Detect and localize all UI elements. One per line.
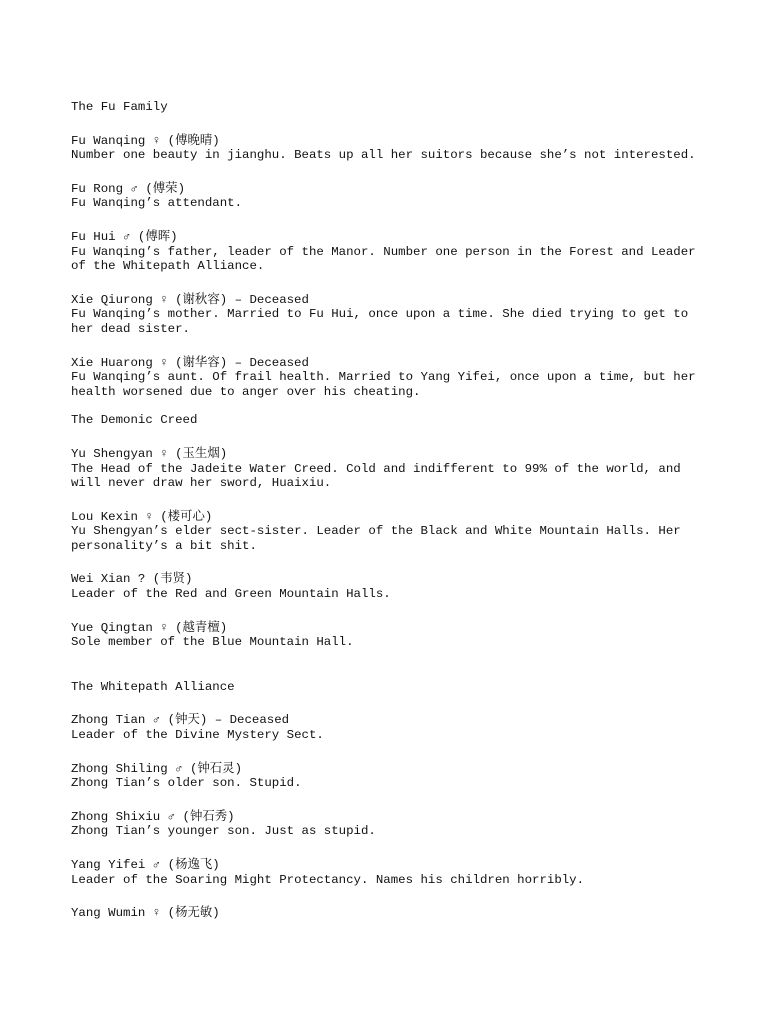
character-name: Yue Qingtan ♀ (越青檀) [71, 620, 228, 635]
character-entry [71, 230, 711, 274]
character-name: Yang Wumin ♀ (杨无敏) [71, 906, 220, 921]
character-entry [71, 572, 711, 601]
character-name: Lou Kexin ♀ (楼可心) [71, 509, 213, 524]
character-description: Yu Shengyan’s elder sect-sister. Leader of the Black and White Mountain Halls. Her personality’s a bit shit. [71, 524, 689, 553]
character-name: Zhong Shiling ♂ (钟石灵) [71, 761, 243, 776]
character-name: Xie Huarong ♀ (谢华容) – Deceased [71, 355, 309, 370]
character-description: Fu Wanqing’s mother. Married to Fu Hui, once upon a time. She died trying to get to her dead sister. [71, 307, 696, 336]
character-entry [71, 906, 711, 921]
document-page [71, 100, 711, 921]
character-description: Number one beauty in jianghu. Beats up all her suitors because she’s not interested. [71, 148, 696, 163]
character-name: Fu Hui ♂ (傅晖) [71, 229, 178, 244]
character-description: Leader of the Red and Green Mountain Halls. [71, 587, 391, 602]
section-heading: The Fu Family [71, 100, 168, 114]
character-name: Yu Shengyan ♀ (玉生烟) [71, 446, 228, 461]
character-description: Zhong Tian’s younger son. Just as stupid. [71, 824, 376, 839]
character-entry [71, 510, 711, 554]
character-description: Fu Wanqing’s father, leader of the Manor. Number one person in the Forest and Leader of the Whitepath Alliance. [71, 244, 704, 274]
character-description: Fu Wanqing’s aunt. Of frail health. Married to Yang Yifei, once upon a time, but her health worsened due to anger over his cheating. [71, 370, 704, 399]
character-entry [71, 810, 711, 839]
character-entry [71, 621, 711, 650]
character-description: Fu Wanqing’s attendant. [71, 196, 243, 211]
character-description: Sole member of the Blue Mountain Hall. [71, 635, 354, 650]
section-heading: The Whitepath Alliance [71, 679, 235, 694]
character-description: Zhong Tian’s older son. Stupid. [71, 776, 302, 791]
character-name: Xie Qiurong ♀ (谢秋容) – Deceased [71, 292, 309, 307]
character-entry [71, 447, 711, 491]
character-name: Fu Rong ♂ (傅荣) [71, 181, 186, 196]
section-heading: The Demonic Creed [71, 413, 198, 428]
character-description: Leader of the Divine Mystery Sect. [71, 728, 324, 743]
character-description: Leader of the Soaring Might Protectancy. Names his children horribly. [71, 872, 585, 887]
character-entry [71, 182, 711, 211]
character-name: Wei Xian ? (韦贤) [71, 572, 193, 587]
character-entry [71, 762, 711, 791]
character-name: Fu Wanqing ♀ (傅晚晴) [71, 133, 220, 148]
character-entry [71, 293, 711, 337]
character-entry [71, 858, 711, 887]
character-name: Yang Yifei ♂ (杨逸飞) [71, 858, 220, 872]
character-name: Zhong Shixiu ♂ (钟石秀) [71, 809, 235, 824]
character-entry [71, 356, 711, 400]
character-entry [71, 713, 711, 742]
character-description: The Head of the Jadeite Water Creed. Cold and indifferent to 99% of the world, and will never draw her sword, Huaixiu. [71, 461, 689, 491]
character-name: Zhong Tian ♂ (钟天) – Deceased [71, 713, 290, 728]
character-entry [71, 134, 711, 163]
